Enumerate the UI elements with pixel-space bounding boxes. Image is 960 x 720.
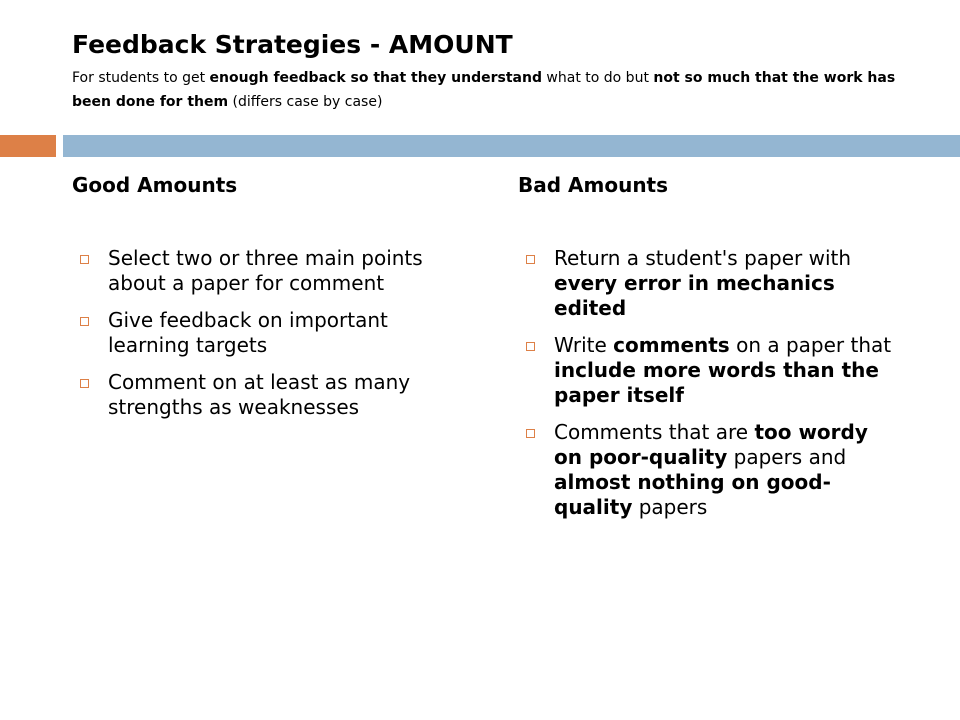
text-run: papers	[632, 495, 708, 519]
text-run: papers and	[727, 445, 847, 469]
emphasis-text: almost nothing on good-quality	[554, 470, 831, 519]
text-run: what to do but	[541, 70, 654, 86]
emphasis-text: not so much that the work has been done for them	[72, 70, 896, 110]
text-run: For students to get	[72, 70, 210, 86]
bad-amount-item	[518, 246, 898, 321]
text-run: Give feedback on important learning targets	[108, 308, 388, 357]
text-run: Select two or three main points about a paper for comment	[108, 246, 423, 295]
emphasis-text: too wordy on poor-quality	[554, 420, 868, 469]
emphasis-text: every error in mechanics edited	[554, 271, 835, 320]
good-amounts-heading: Good Amounts	[72, 173, 238, 197]
good-amount-item	[72, 308, 462, 358]
emphasis-text: include more words than the paper itself	[554, 358, 879, 407]
good-amounts-list	[72, 246, 462, 420]
emphasis-text: enough feedback so that they understand	[209, 70, 542, 86]
text-run: on a paper that	[729, 333, 892, 357]
square-bullet-icon	[80, 379, 89, 388]
text-run: (differs case by case)	[228, 94, 383, 110]
square-bullet-icon	[80, 255, 89, 264]
text-run: Write	[554, 333, 614, 357]
square-bullet-icon	[526, 342, 535, 351]
bad-amounts-column	[518, 170, 898, 532]
accent-bar-orange	[0, 135, 56, 157]
slide-subtitle	[72, 66, 932, 114]
square-bullet-icon	[526, 429, 535, 438]
bad-amounts-heading: Bad Amounts	[518, 173, 669, 197]
good-amounts-column	[72, 170, 462, 432]
slide-title: Feedback Strategies - AMOUNT	[72, 30, 513, 59]
text-run: Comment on at least as many strengths as weaknesses	[108, 370, 411, 419]
bad-amount-item	[518, 420, 898, 520]
text-run: Comments that are	[554, 420, 755, 444]
text-run: Return a student's paper with	[554, 246, 852, 270]
square-bullet-icon	[526, 255, 535, 264]
good-amount-item	[72, 246, 462, 296]
good-amount-item	[72, 370, 462, 420]
square-bullet-icon	[80, 317, 89, 326]
accent-bar-blue	[63, 135, 960, 157]
bad-amounts-list	[518, 246, 898, 520]
bad-amount-item	[518, 333, 898, 408]
emphasis-text: comments	[613, 333, 730, 357]
